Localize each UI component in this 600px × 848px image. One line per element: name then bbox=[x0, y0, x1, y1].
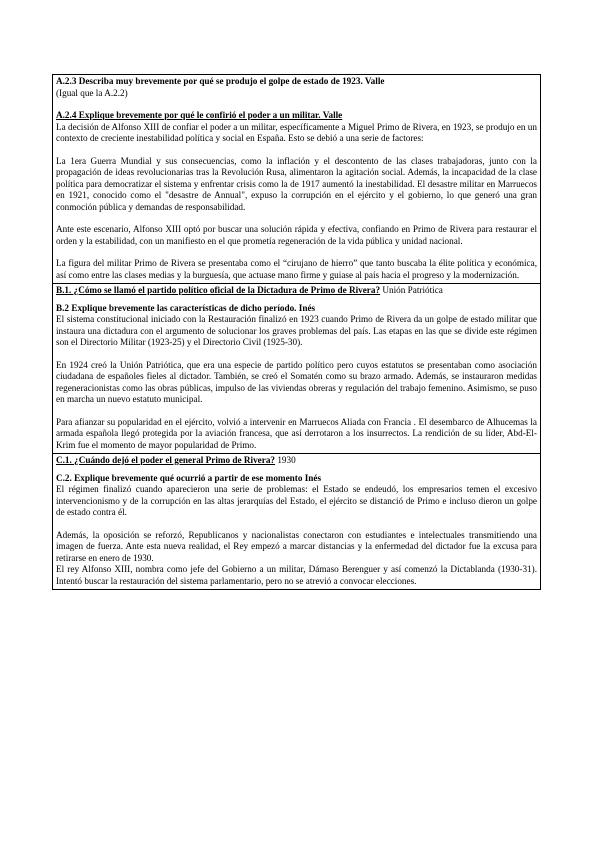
question-b1: B.1. ¿Cómo se llamó el partido político oficial de la Dictadura de Primo de Rivera? Unión Patriótica bbox=[56, 285, 443, 295]
paragraph: Ante este escenario, Alfonso XIII optó por buscar una solución rápida y efectiva, confiando en Primo de Rivera para restaurar el orden y la estabilidad, con un manifiesto en el que prometía regeneración de la vida pública y unidad nacional. bbox=[56, 224, 537, 246]
note-a23: (Igual que la A.2.2) bbox=[56, 87, 128, 98]
paragraph: Además, la oposición se reforzó, Republicanos y nacionalistas conectaron con estudiantes e intelectuales transmitiendo una imagen de fuerza. Ante esta nueva realidad, el Rey empezó a marcar distancias y la enfermedad del dictador fue la excusa para retirarse en enero de 1930. bbox=[56, 529, 537, 563]
answer-c1: 1930 bbox=[275, 455, 296, 465]
section-b1 bbox=[52, 283, 541, 453]
paragraph: El rey Alfonso XIII, nombra como jefe del Gobierno a un militar, Dámaso Berenguer y así comenzó la Dictablanda (1930-31). Intentó buscar la restauración del sistema parlamentario, pero no se atrevió a convocar elecciones. bbox=[56, 564, 537, 586]
paragraph: El régimen finalizó cuando aparecieron una serie de problemas: el Estado se endeudó, los empresarios temen el excesivo intervencionismo y de la corrupción en las altas jerarquías del Estado, el ejército se distanció de Primo e incluso dieron un golpe de estado contra él. bbox=[56, 484, 537, 517]
paragraph: El sistema constitucional iniciado con la Restauración finalizó en 1923 cuando Primo de Rivera da un golpe de estado militar que instaura una dictadura con el argumento de solucionar los graves problemas del país. Las etapas en las que se divide este régimen son el Directorio Militar (1923-25) y el Directorio Civil (1925-30). bbox=[56, 314, 537, 347]
paragraph: En 1924 creó la Unión Patriótica, que era una especie de partido político pero cuyos estatutos se presentaban como asociación ciudadana de españoles fieles al dictador. También, se creó el Somatén como su brazo armado. Además, se instauraron medidas regeneracionistas como las obras públicas, impulso de las viviendas obreras y regulación del trabajo femenino. Asimismo, se puso en marcha un nuevo estatuto municipal. bbox=[56, 359, 537, 404]
question-b2: B.2 Explique brevemente las características de dicho período. Inés bbox=[56, 302, 316, 313]
section-a bbox=[52, 74, 541, 283]
section-c bbox=[52, 453, 541, 590]
answer-b1: Unión Patriótica bbox=[380, 285, 443, 295]
paragraph: Para afianzar su popularidad en el ejército, volvió a intervenir en Marruecos Aliada con Francia . El desembarco de Alhucemas la armada española llegó protegida por la aviación francesa, que así derrotaron a los insurrectos. La rendición de su líder, Abd-El-Krim fue el momento de mayor popularidad de Primo. bbox=[56, 416, 537, 450]
question-c1: C.1. ¿Cuándo dejó el poder el general Primo de Rivera? 1930 bbox=[56, 455, 296, 465]
paragraph: La 1era Guerra Mundial y sus consecuencias, como la inflación y el descontento de las clases trabajadoras, junto con la propagación de ideas revolucionarias tras la Revolución Rusa, alimentaron la agitación social. Además, la incapacidad de la clase política para democratizar el sistema y enfrentar crisis como la de 1917 aumentó la inestabilidad. El desastre militar en Marruecos en 1921, conocido como el "desastre de Annual", expuso la corrupción en el ejército y el gobierno, lo que generó una gran conmoción pública y demandas de responsabilidad. bbox=[56, 155, 537, 212]
document-body bbox=[52, 74, 541, 590]
question-c2: C.2. Explique brevemente qué ocurrió a partir de ese momento Inés bbox=[56, 472, 322, 483]
question-a24: A.2.4 Explique brevemente por qué le confirió el poder a un militar. Valle bbox=[56, 110, 343, 120]
question-a23: A.2.3 Describa muy brevemente por qué se produjo el golpe de estado de 1923. Valle bbox=[56, 76, 385, 86]
paragraph: La decisión de Alfonso XIII de confiar el poder a un militar, específicamente a Miguel Primo de Rivera, en 1923, se produjo en un contexto de creciente inestabilidad política y social en España. Esto se debió a una serie de factores: bbox=[56, 121, 537, 143]
paragraph: La figura del militar Primo de Rivera se presentaba como el “cirujano de hierro” que tanto buscaba la élite política y económica, así como entre las clases medias y la burguesía, que actuase mano firme y guiase al país hacia el progreso y la modernización. bbox=[56, 258, 537, 280]
